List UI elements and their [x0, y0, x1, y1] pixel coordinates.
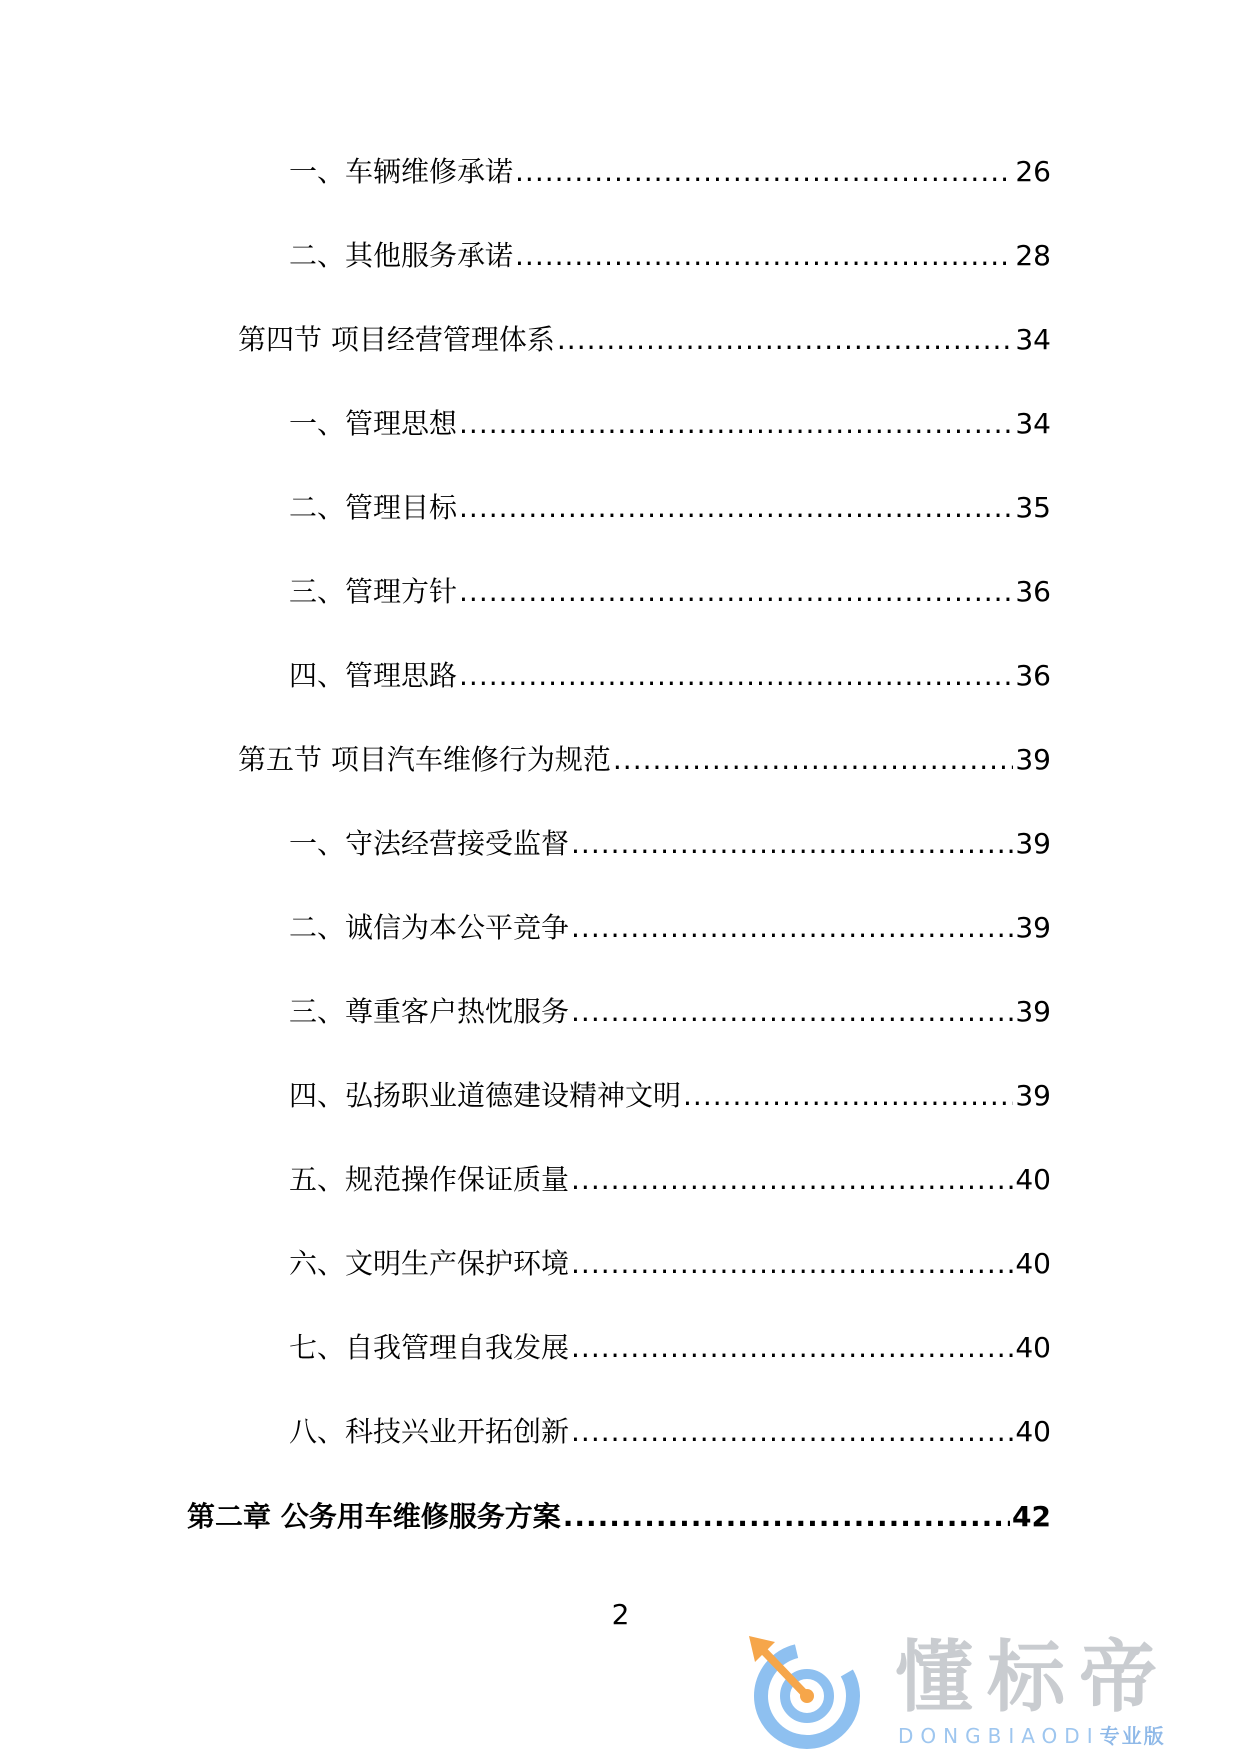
toc-dot-leader: [571, 1412, 1013, 1452]
toc-entry-title: 三、管理方针: [289, 575, 458, 608]
toc-entry-page: 40: [1015, 1331, 1051, 1364]
toc-entry-title: 四、弘扬职业道德建设精神文明: [289, 1079, 682, 1112]
toc-entry-page: 39: [1015, 827, 1051, 860]
toc-chapter-entry[interactable]: [187, 1497, 1051, 1537]
toc-section-entry[interactable]: [238, 320, 1051, 360]
toc-entry-title: 一、车辆维修承诺: [289, 155, 514, 188]
toc-entry-title: 八、科技兴业开拓创新: [289, 1415, 570, 1448]
toc-dot-leader: [459, 572, 1013, 612]
toc-dot-leader: [571, 908, 1013, 948]
toc-dot-leader: [571, 1160, 1013, 1200]
target-arrow-logo-icon: [745, 1632, 875, 1750]
toc-dot-leader: [571, 1328, 1013, 1368]
toc-entry-page: 40: [1015, 1247, 1051, 1280]
toc-entry-page: 34: [1015, 407, 1051, 440]
watermark-brand-name: 懂标帝: [895, 1633, 1172, 1723]
toc-dot-leader: [571, 824, 1013, 864]
toc-dot-leader: [459, 488, 1013, 528]
watermark-tag: 专业版: [1099, 1724, 1166, 1748]
toc-entry-page: 36: [1015, 659, 1051, 692]
toc-entry[interactable]: [289, 824, 1051, 864]
toc-entry[interactable]: [289, 236, 1051, 276]
toc-dot-leader: [571, 1244, 1013, 1284]
toc-entry-page: 36: [1015, 575, 1051, 608]
toc-entry-title: 一、管理思想: [289, 407, 458, 440]
toc-entry-title: 四、管理思路: [289, 659, 458, 692]
watermark-subtitle: [898, 1724, 1166, 1748]
toc-entry-page: 39: [1015, 1079, 1051, 1112]
toc-entry[interactable]: [289, 1412, 1051, 1452]
toc-dot-leader: [459, 404, 1013, 444]
toc-entry-page: 40: [1015, 1415, 1051, 1448]
toc-dot-leader: [613, 740, 1013, 780]
toc-dot-leader: [563, 1497, 1010, 1537]
watermark-pinyin: DONGBIAODI: [898, 1724, 1100, 1748]
toc-dot-leader: [515, 236, 1013, 276]
toc-entry-page: 39: [1015, 995, 1051, 1028]
toc-entry-title: 七、自我管理自我发展: [289, 1331, 570, 1364]
toc-entry[interactable]: [289, 572, 1051, 612]
toc-dot-leader: [683, 1076, 1013, 1116]
toc-entry[interactable]: [289, 1160, 1051, 1200]
toc-entry-title: 二、其他服务承诺: [289, 239, 514, 272]
toc-entry-title: 第四节 项目经营管理体系: [238, 323, 555, 356]
toc-section-entry[interactable]: [238, 740, 1051, 780]
toc-entry[interactable]: [289, 908, 1051, 948]
toc-entry-page: 35: [1015, 491, 1051, 524]
toc-entry-page: 28: [1015, 239, 1051, 272]
toc-entry-title: 二、管理目标: [289, 491, 458, 524]
toc-entry-page: 39: [1015, 911, 1051, 944]
toc-entry-title: 五、规范操作保证质量: [289, 1163, 570, 1196]
toc-entry-title: 一、守法经营接受监督: [289, 827, 570, 860]
toc-entry-page: 42: [1012, 1500, 1051, 1533]
toc-entry[interactable]: [289, 992, 1051, 1032]
toc-entry[interactable]: [289, 152, 1051, 192]
toc-entry[interactable]: [289, 1244, 1051, 1284]
toc-dot-leader: [515, 152, 1013, 192]
toc-entry[interactable]: [289, 1076, 1051, 1116]
toc-entry-page: 40: [1015, 1163, 1051, 1196]
toc-dot-leader: [571, 992, 1013, 1032]
watermark: [745, 1632, 1225, 1750]
toc-entry-page: 34: [1015, 323, 1051, 356]
toc-entry-title: 第五节 项目汽车维修行为规范: [238, 743, 611, 776]
toc-entry[interactable]: [289, 656, 1051, 696]
toc-entry-title: 二、诚信为本公平竞争: [289, 911, 570, 944]
toc-entry[interactable]: [289, 404, 1051, 444]
toc-entry-page: 39: [1015, 743, 1051, 776]
toc-entry[interactable]: [289, 1328, 1051, 1368]
toc-entry-title: 三、尊重客户热忱服务: [289, 995, 570, 1028]
toc-entry-title: 六、文明生产保护环境: [289, 1247, 570, 1280]
page-number: 2: [611, 1598, 630, 1631]
toc-dot-leader: [557, 320, 1013, 360]
toc-entry[interactable]: [289, 488, 1051, 528]
toc-dot-leader: [459, 656, 1013, 696]
toc-entry-page: 26: [1015, 155, 1051, 188]
toc-entry-title: 第二章 公务用车维修服务方案: [187, 1500, 561, 1533]
